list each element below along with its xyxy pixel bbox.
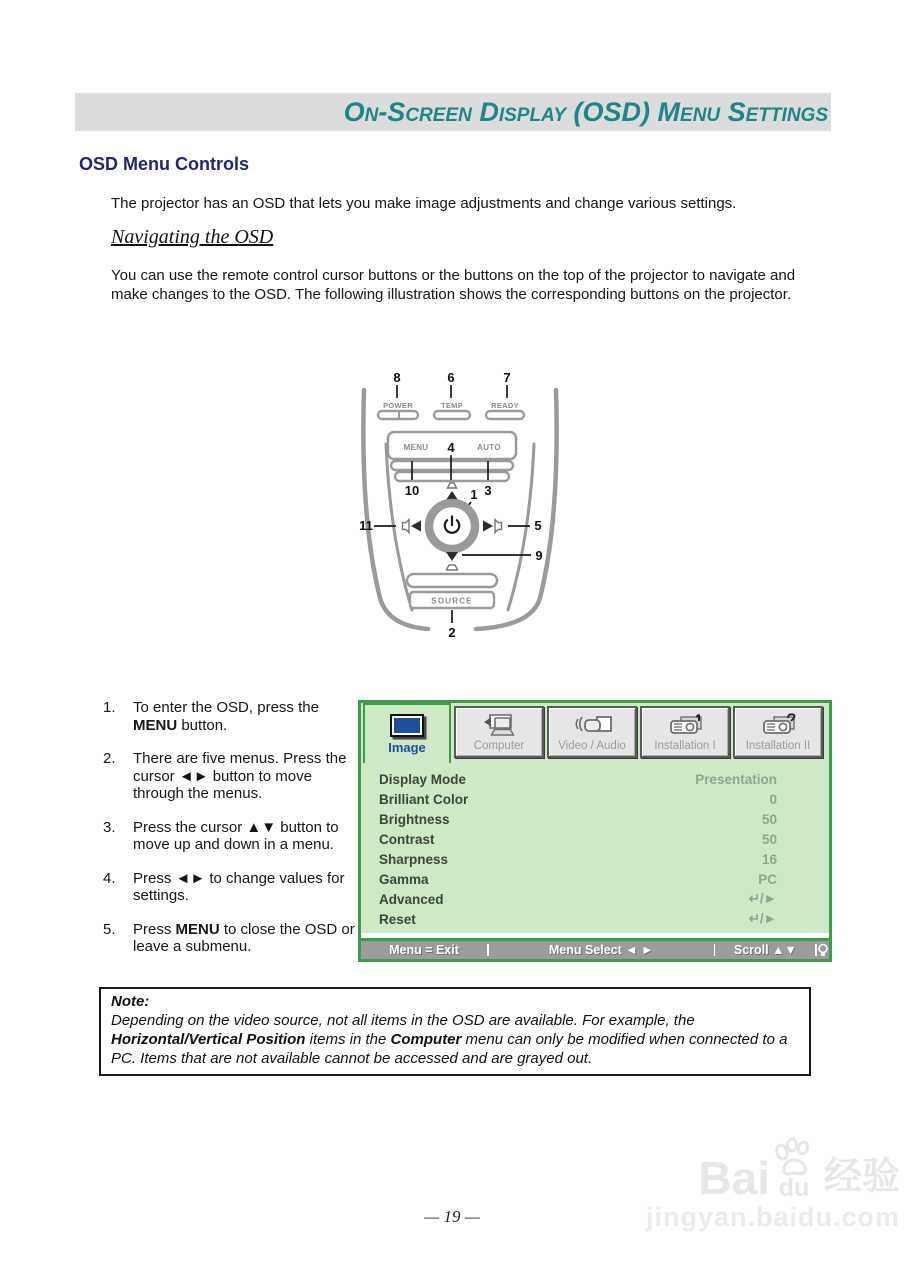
- osd-row-brightness: [361, 809, 829, 829]
- step-5: [103, 921, 357, 956]
- cursor-up-arrow-icon: [446, 491, 458, 500]
- bulb-icon: [817, 943, 829, 958]
- source-button-label: SOURCE: [431, 596, 473, 606]
- osd-row-display-mode: [361, 769, 829, 789]
- step-4: [103, 870, 357, 905]
- cursor-down-arrow-icon: [446, 552, 458, 561]
- step-1: [103, 699, 357, 734]
- keystone-down-icon: [447, 565, 458, 570]
- page-number: — 19 —: [424, 1207, 480, 1226]
- osd-steps-list: [103, 699, 357, 972]
- note-box: [99, 987, 811, 1076]
- osd-tab-bar: [361, 703, 829, 763]
- ready-led-label: READY: [491, 401, 519, 410]
- step-text: Press MENU to close the OSD or leave a submenu.: [133, 920, 355, 955]
- button-band: [407, 574, 497, 587]
- osd-status-bar: [361, 938, 829, 959]
- callout-7: 7: [503, 370, 511, 385]
- projector-illustration-svg: [350, 368, 570, 653]
- osd-row-label: Display Mode: [379, 771, 467, 787]
- tab-installation-2: [733, 706, 823, 758]
- installation-2-tab-icon: [756, 712, 800, 739]
- subsection-heading: Navigating the OSD: [111, 226, 274, 248]
- statusbar-scroll: Scroll ▲▼: [733, 943, 797, 957]
- temp-led: [434, 411, 470, 419]
- statusbar-menu-exit: Menu = Exit: [389, 943, 459, 957]
- osd-menu-screenshot: [358, 700, 832, 962]
- step-number: 4.: [103, 869, 116, 887]
- baidu-watermark: [646, 1138, 900, 1233]
- tab-label: Installation II: [745, 740, 811, 752]
- tab-installation-1: [640, 706, 730, 758]
- section-heading: OSD Menu Controls: [79, 154, 249, 174]
- keystone-up-icon: [448, 483, 457, 488]
- paw-icon: [772, 1138, 816, 1178]
- osd-row-label: Sharpness: [379, 851, 449, 867]
- tab-label: Installation I: [654, 740, 716, 752]
- osd-row-label: Contrast: [379, 831, 435, 847]
- ready-led: [486, 411, 524, 419]
- osd-row-value: 0: [769, 791, 777, 807]
- osd-row-label: Reset: [379, 911, 416, 927]
- watermark-jingyan-text: 经验: [823, 1156, 900, 1198]
- watermark-url: jingyan.baidu.com: [645, 1202, 900, 1232]
- volume-left-icon: [403, 520, 410, 533]
- volume-right-icon: [495, 520, 502, 533]
- step-text: Press the cursor ▲▼ button to move up and down in a menu.: [133, 818, 339, 853]
- step-text: There are five menus. Press the cursor ◄► button to move through the menus.: [133, 750, 347, 802]
- image-tab-icon: [390, 714, 424, 737]
- note-text: Depending on the video source, not all items in the OSD are available. For example, the Horizontal/Vertical Position items in the Computer menu can only be modified when connected to a PC. Items that are not available cannot be accessed and are grayed out.: [111, 1012, 788, 1067]
- step-number: 1.: [103, 699, 116, 716]
- step-number: 3.: [103, 818, 116, 836]
- callout-5: 5: [534, 518, 542, 533]
- osd-row-value: 16: [761, 851, 777, 867]
- menu-button-label: MENU: [403, 443, 429, 452]
- tab-label: Video / Audio: [558, 740, 626, 752]
- callout-4: 4: [447, 440, 455, 455]
- callout-10: 10: [404, 483, 420, 498]
- osd-row-contrast: [361, 829, 829, 849]
- osd-row-value: 50: [761, 811, 777, 827]
- callout-6: 6: [447, 370, 455, 385]
- temp-led-label: TEMP: [440, 401, 464, 410]
- step-number: 5.: [103, 920, 116, 938]
- osd-row-sharpness: [361, 849, 829, 869]
- auto-button-label: AUTO: [477, 443, 501, 452]
- osd-row-value: Presentation: [695, 771, 777, 787]
- navigation-paragraph: You can use the remote control cursor buttons or the buttons on the top of the projector to navigate and make changes to the OSD. The following illustration shows the corresponding buttons on the projector.: [111, 267, 796, 303]
- osd-row-advanced: [361, 889, 829, 909]
- osd-row-label: Gamma: [379, 871, 429, 887]
- video-audio-tab-icon: [570, 712, 614, 739]
- osd-row-gamma: [361, 869, 829, 889]
- computer-tab-icon: [477, 712, 521, 739]
- osd-row-value: 50: [761, 831, 777, 847]
- note-label: Note:: [111, 993, 150, 1010]
- statusbar-menu-select: Menu Select ◄ ►: [548, 943, 654, 957]
- callout-11: 11: [359, 518, 373, 533]
- intro-paragraph: The projector has an OSD that lets you make image adjustments and change various settings.: [111, 195, 737, 212]
- osd-row-label: Advanced: [379, 891, 444, 907]
- osd-row-value: PC: [758, 871, 777, 887]
- installation-1-tab-icon: [663, 712, 707, 739]
- tab-video-audio: [547, 706, 637, 758]
- tab-label: Computer: [473, 740, 525, 752]
- tab-computer: [454, 706, 544, 758]
- page-title: On-Screen Display (OSD) Menu Settings: [343, 96, 828, 127]
- step-number: 2.: [103, 750, 116, 767]
- callout-2: 2: [448, 625, 456, 640]
- power-led-label: POWER: [383, 401, 413, 410]
- statusbar-lamp-segment: [817, 943, 829, 958]
- osd-menu-rows: [361, 763, 829, 933]
- projector-buttons-illustration: [350, 368, 570, 653]
- watermark-bai-text: Bai: [698, 1152, 770, 1204]
- step-3: [103, 819, 357, 854]
- step-2: [103, 750, 357, 803]
- button-strip-1: [391, 461, 513, 470]
- tab-image: [363, 703, 451, 763]
- osd-row-value: ↵/►: [748, 891, 777, 906]
- tab-label: Image: [388, 739, 426, 755]
- cursor-right-arrow-icon: [483, 521, 493, 532]
- watermark-du-text: du: [778, 1174, 810, 1202]
- osd-row-label: Brightness: [379, 811, 450, 827]
- osd-row-value: ↵/►: [748, 911, 777, 926]
- osd-row-label: Brilliant Color: [379, 791, 469, 807]
- cursor-left-arrow-icon: [411, 521, 421, 532]
- osd-main-area: [361, 703, 829, 933]
- callout-8: 8: [393, 370, 401, 385]
- callout-3: 3: [484, 483, 492, 498]
- page-header-bar: [75, 93, 831, 131]
- osd-row-brilliant-color: [361, 789, 829, 809]
- step-text: To enter the OSD, press the MENU button.: [133, 699, 319, 734]
- callout-9: 9: [535, 548, 543, 563]
- callout-1: 1: [470, 487, 478, 502]
- step-text: Press ◄► to change values for settings.: [133, 869, 345, 904]
- osd-row-reset: [361, 909, 829, 929]
